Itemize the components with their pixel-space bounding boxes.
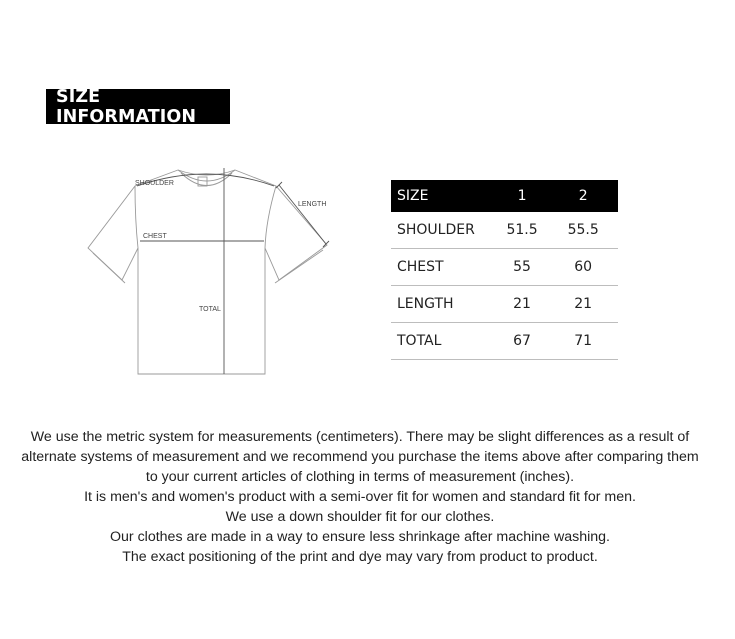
row-value-size-1: 21	[496, 286, 549, 323]
header-size-1: 1	[496, 180, 549, 212]
page-title	[46, 86, 230, 127]
table-row	[391, 249, 618, 286]
header-size: SIZE	[391, 180, 496, 212]
row-value-size-1: 67	[496, 323, 549, 360]
note-paragraph: We use the metric system for measurements (centimeters). There may be slight differences as a result of alternate systems of measurement and we recommend you purchase the items above after comparing them to your current articles of clothing in terms of measurement (inches).	[21, 429, 699, 485]
row-value-size-1: 51.5	[496, 212, 549, 249]
row-value-size-2: 60	[548, 249, 618, 286]
diagram-label-shoulder: SHOULDER	[135, 180, 174, 187]
row-value-size-2: 55.5	[548, 212, 618, 249]
table-row	[391, 212, 618, 249]
diagram-label-total: TOTAL	[199, 306, 221, 313]
note-paragraph: We use a down shoulder fit for our clothes.	[225, 509, 495, 525]
size-table-header	[391, 180, 618, 212]
table-row	[391, 323, 618, 360]
row-label: LENGTH	[391, 286, 496, 323]
diagram-label-length: LENGTH	[298, 201, 327, 208]
page-title-text: SIZE INFORMATION	[56, 86, 197, 127]
row-label: TOTAL	[391, 323, 496, 360]
note-paragraph: Our clothes are made in a way to ensure less shrinkage after machine washing.	[110, 529, 610, 545]
size-table	[391, 180, 618, 360]
size-notes	[20, 427, 700, 567]
row-value-size-1: 55	[496, 249, 549, 286]
table-row	[391, 286, 618, 323]
row-label: SHOULDER	[391, 212, 496, 249]
row-value-size-2: 71	[548, 323, 618, 360]
note-paragraph: It is men's and women's product with a semi-over fit for women and standard fit for men.	[84, 489, 636, 505]
row-value-size-2: 21	[548, 286, 618, 323]
row-label: CHEST	[391, 249, 496, 286]
diagram-label-chest: CHEST	[143, 233, 167, 240]
note-paragraph: The exact positioning of the print and dye may vary from product to product.	[122, 549, 598, 565]
header-size-2: 2	[548, 180, 618, 212]
tshirt-diagram	[80, 160, 340, 380]
